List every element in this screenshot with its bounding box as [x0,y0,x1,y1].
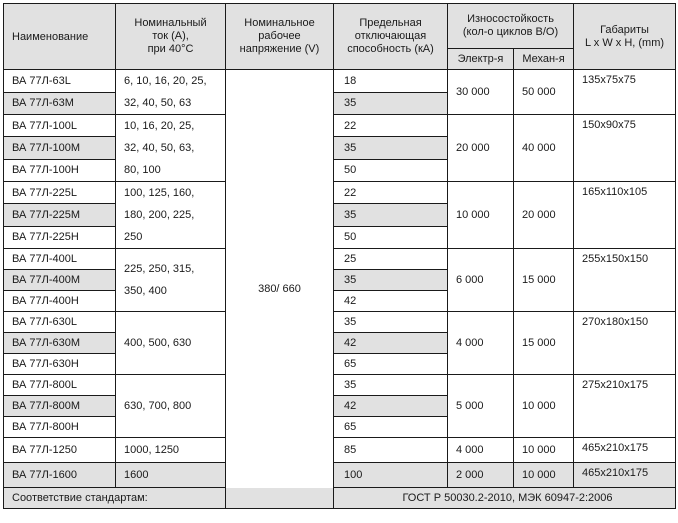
breaking-capacity: 42 [334,291,448,312]
dimensions: 275x210x175 [574,375,676,438]
dimensions: 465x210x175 [574,438,676,463]
model-name: ВА 77Л-400M [4,270,116,291]
electrical-cycles: 2 000 [448,463,514,488]
breaking-capacity: 65 [334,354,448,375]
breaking-capacity: 85 [334,438,448,463]
mechanical-cycles: 10 000 [514,438,574,463]
rated-voltage: 380/ 660 [226,70,334,509]
rated-current: 400, 500, 630 [116,312,226,375]
electrical-cycles: 10 000 [448,182,514,249]
dimensions: 165x110x105 [574,182,676,249]
header-current: Номинальный ток (А), при 40°С [116,4,226,70]
group-row-1600 [4,463,676,488]
header-durability: Износостойкость (кол-о циклов В/О) [448,4,574,49]
dimensions: 255x150x150 [574,249,676,312]
breaking-capacity: 22 [334,115,448,137]
mechanical-cycles: 10 000 [514,463,574,488]
mechanical-cycles: 20 000 [514,182,574,249]
rated-current: 1000, 1250 [116,438,226,463]
electrical-cycles: 20 000 [448,115,514,182]
model-name: ВА 77Л-225H [4,226,116,248]
header-voltage: Номинальное рабочее напряжение (V) [226,4,334,70]
standards-label: Соответствие стандартам: [4,488,334,509]
model-name: ВА 77Л-400H [4,291,116,312]
model-name: ВА 77Л-800M [4,396,116,417]
rated-current: 100, 125, 160, 180, 200, 225, 250 [116,182,226,249]
mechanical-cycles: 15 000 [514,249,574,312]
header-name: Наименование [4,4,116,70]
rated-current: 225, 250, 315, 350, 400 [116,249,226,312]
header-electrical: Электр-я [448,49,514,70]
group-row-800-l [4,375,676,396]
mechanical-cycles: 40 000 [514,115,574,182]
header-capacity: Предельная отключающая способность (кА) [334,4,448,70]
breaking-capacity: 65 [334,417,448,438]
header-dimensions: Габариты L x W x H, (mm) [574,4,676,70]
dimensions: 270x180x150 [574,312,676,375]
model-name: ВА 77Л-1600 [4,463,116,488]
breaking-capacity: 50 [334,226,448,248]
breaking-capacity: 50 [334,159,448,181]
group-row-100-l [4,115,676,137]
mechanical-cycles: 15 000 [514,312,574,375]
group-row-400-l [4,249,676,270]
model-name: ВА 77Л-225M [4,204,116,226]
model-name: ВА 77Л-100L [4,115,116,137]
group-row-1250 [4,438,676,463]
breaking-capacity: 25 [334,249,448,270]
rated-current: 10, 16, 20, 25, 32, 40, 50, 63, 80, 100 [116,115,226,182]
spec-table [3,3,676,509]
mechanical-cycles: 10 000 [514,375,574,438]
electrical-cycles: 30 000 [448,70,514,115]
model-name: ВА 77Л-630L [4,312,116,333]
model-name: ВА 77Л-400L [4,249,116,270]
breaking-capacity: 18 [334,70,448,93]
breaking-capacity: 42 [334,333,448,354]
model-name: ВА 77Л-800H [4,417,116,438]
dimensions: 465x210x175 [574,463,676,488]
group-row-630-l [4,312,676,333]
group-row-63-l [4,70,676,93]
model-name: ВА 77Л-800L [4,375,116,396]
model-name: ВА 77Л-225L [4,182,116,204]
breaking-capacity: 35 [334,204,448,226]
model-name: ВА 77Л-1250 [4,438,116,463]
breaking-capacity: 22 [334,182,448,204]
group-row-225-l [4,182,676,204]
electrical-cycles: 5 000 [448,375,514,438]
breaking-capacity: 42 [334,396,448,417]
footer-row [4,488,676,509]
dimensions: 135x75x75 [574,70,676,115]
rated-current: 630, 700, 800 [116,375,226,438]
model-name: ВА 77Л-630M [4,333,116,354]
dimensions: 150x90x75 [574,115,676,182]
mechanical-cycles: 50 000 [514,70,574,115]
electrical-cycles: 6 000 [448,249,514,312]
breaking-capacity: 35 [334,375,448,396]
breaking-capacity: 35 [334,137,448,159]
breaking-capacity: 35 [334,312,448,333]
spec-body [4,70,676,509]
standards-value: ГОСТ Р 50030.2-2010, МЭК 60947-2:2006 [334,488,676,509]
rated-current: 1600 [116,463,226,488]
electrical-cycles: 4 000 [448,438,514,463]
model-name: ВА 77Л-630H [4,354,116,375]
header-mechanical: Механ-я [514,49,574,70]
breaking-capacity: 35 [334,270,448,291]
model-name: ВА 77Л-63M [4,92,116,115]
model-name: ВА 77Л-100M [4,137,116,159]
model-name: ВА 77Л-63L [4,70,116,93]
breaking-capacity: 35 [334,92,448,115]
electrical-cycles: 4 000 [448,312,514,375]
model-name: ВА 77Л-100H [4,159,116,181]
rated-current: 6, 10, 16, 20, 25, 32, 40, 50, 63 [116,70,226,115]
breaking-capacity: 100 [334,463,448,488]
